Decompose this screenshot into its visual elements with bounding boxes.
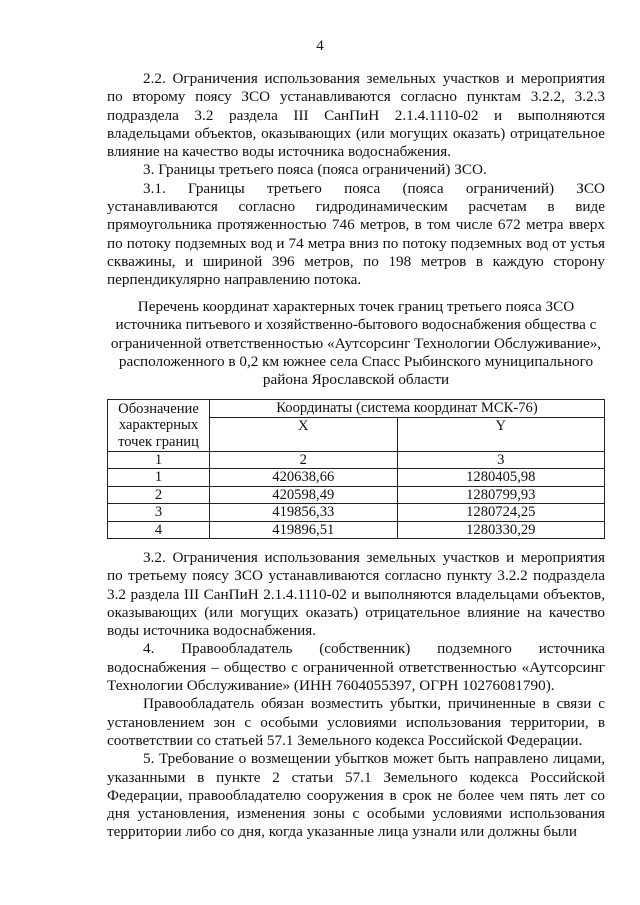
table-cell: 3 — [397, 451, 604, 469]
table-row — [108, 469, 605, 487]
top-text-block — [107, 70, 605, 290]
table-header-x: X — [210, 417, 398, 451]
table-cell: 4 — [108, 521, 210, 539]
table-cell: 1280799,93 — [397, 486, 604, 504]
table-row-numbers — [108, 451, 605, 469]
table-cell: 419856,33 — [210, 504, 398, 522]
table-cell: 419896,51 — [210, 521, 398, 539]
table-cell: 420598,49 — [210, 486, 398, 504]
paragraph-4: 4. Правообладатель (собственник) подземного источника водоснабжения – общество с ограниченной ответственностью «Аутсорсинг Технологии Обслуживание» (ИНН 7604055397, ОГРН 10276081790). — [107, 640, 605, 695]
table-cell: 3 — [108, 504, 210, 522]
paragraph-5: 5. Требование о возмещении убытков может быть направлено лицами, указанными в пункте 2 статьи 57.1 Земельного кодекса Российской Федерации, правообладателю сооружения в срок не более чем пять лет со дня установления, изменения зоны с особыми условиями использования территории либо со дня, когда указанные лица узнали или должны были — [107, 750, 605, 841]
table-cell: 1280724,25 — [397, 504, 604, 522]
table-header-point: Обозначение характерных точек границ — [108, 400, 210, 452]
table-header-y: Y — [397, 417, 604, 451]
table-cell: 1 — [108, 451, 210, 469]
table-cell: 1280405,98 — [397, 469, 604, 487]
table-header-coords: Координаты (система координат МСК-76) — [210, 400, 605, 418]
table-row — [108, 486, 605, 504]
bottom-text-block — [107, 549, 605, 842]
table-caption: Перечень координат характерных точек границ третьего пояса ЗСО источника питьевого и хозяйственно-бытового водоснабжения общества с ограниченной ответственностью «Аутсорсинг Технологии Обслуживание», расположенного в 0,2 км южнее села Спасс Рыбинского муниципального района Ярославской области — [110, 298, 602, 389]
table-cell: 2 — [108, 486, 210, 504]
paragraph-2-2: 2.2. Ограничения использования земельных участков и мероприятия по второму поясу ЗСО устанавливаются согласно пунктам 3.2.2, 3.2.3 подраздела 3.2 раздела III СанПиН 2.1.4.1110-02 и выполняются владельцами объектов, оказывающих (или могущих оказать) отрицательное влияние на качество воды источника водоснабжения. — [107, 70, 605, 161]
paragraph-3-heading: 3. Границы третьего пояса (пояса ограничений) ЗСО. — [143, 161, 487, 179]
table-cell: 2 — [210, 451, 398, 469]
table-cell: 1280330,29 — [397, 521, 604, 539]
paragraph-3-1: 3.1. Границы третьего пояса (пояса ограничений) ЗСО устанавливаются согласно гидродинамическим расчетам в виде прямоугольника протяженностью 746 метров, в том числе 672 метра вверх по потоку подземных вод и 74 метра вниз по потоку подземных вод от устья скважины, и шириной 396 метров, по 198 метров в каждую сторону перпендикулярно направлению потока. — [107, 179, 605, 289]
table-cell: 420638,66 — [210, 469, 398, 487]
page-number: 4 — [316, 38, 324, 54]
table-row — [108, 504, 605, 522]
paragraph-3-2: 3.2. Ограничения использования земельных участков и мероприятия по третьему поясу ЗСО устанавливаются согласно пункту 3.2.2 подраздела 3.2 раздела III СанПиН 2.1.4.1110-02 и выполняются владельцами объектов, оказывающих (или могущих оказать) отрицательное влияние на качество воды источника водоснабжения. — [107, 549, 605, 640]
table-cell: 1 — [108, 469, 210, 487]
table-row — [108, 521, 605, 539]
coordinates-table — [107, 399, 605, 539]
paragraph-compensation: Правообладатель обязан возместить убытки, причиненные в связи с установлением зон с особыми условиями использования территории, в соответствии со статьей 57.1 Земельного кодекса Российской Федерации. — [107, 695, 605, 749]
